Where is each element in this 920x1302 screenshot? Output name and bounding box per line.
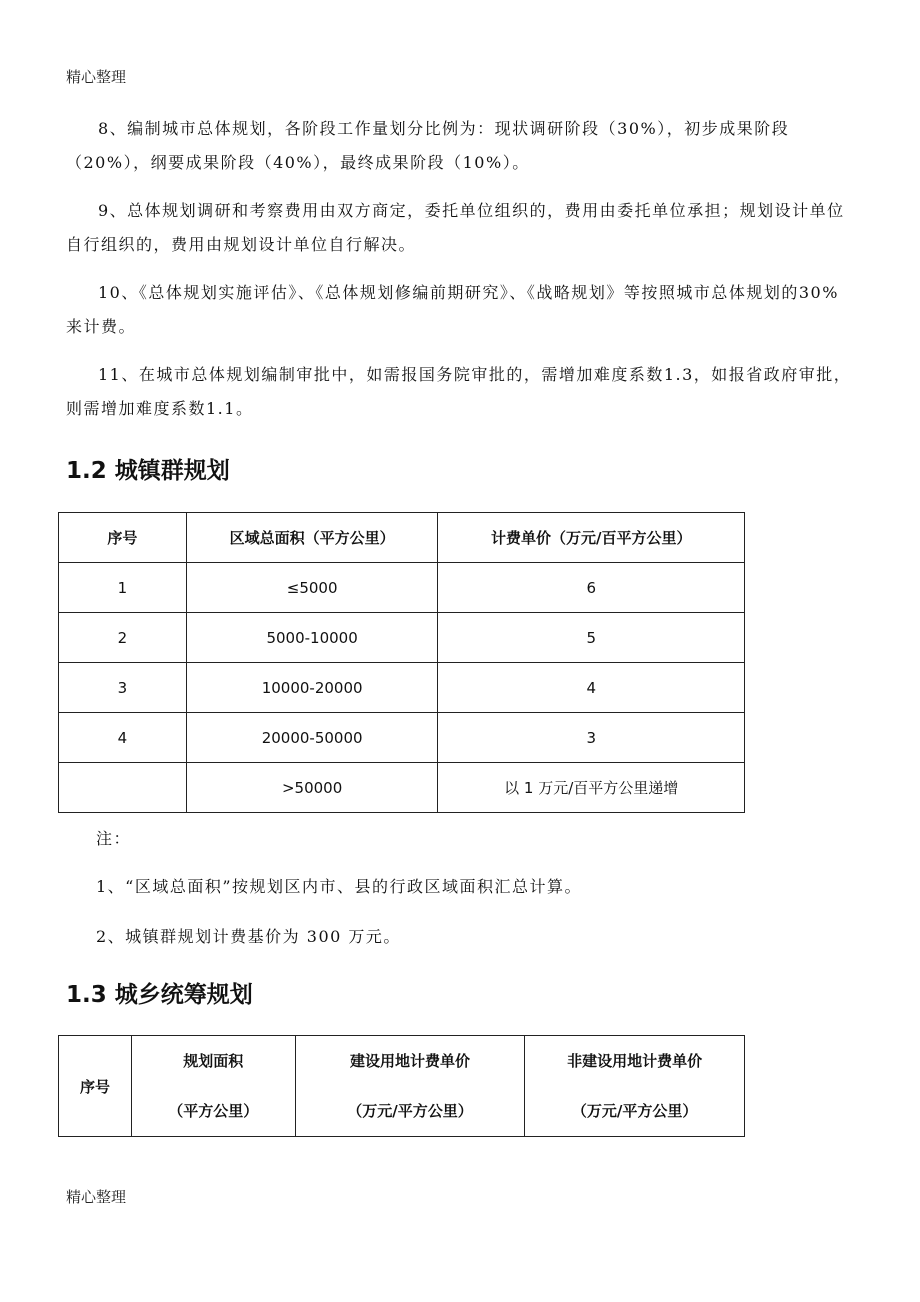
note-label: 注： (96, 829, 132, 848)
table-cell: 20000-50000 (186, 713, 438, 763)
page-header: 精心整理 (66, 68, 127, 86)
table-cell: 2 (59, 613, 187, 663)
header-cell: 序号 (59, 1036, 132, 1137)
paragraph-8: 8、编制城市总体规划，各阶段工作量划分比例为：现状调研阶段（30%），初步成果阶段（20%），纲要成果阶段（40%），最终成果阶段（10%）。 (66, 119, 790, 172)
header-line: （平方公里） (168, 1102, 259, 1120)
table-row (59, 763, 745, 813)
table-cell: ≤5000 (186, 563, 438, 613)
table-row (59, 663, 745, 713)
header-cell (131, 1036, 295, 1137)
header-line: 非建设用地计费单价 (567, 1052, 703, 1070)
header-line: 规划面积 (183, 1052, 244, 1070)
header-line: （万元/平方公里） (347, 1102, 473, 1120)
header-cell: 区域总面积（平方公里） (186, 513, 438, 563)
header-cell (295, 1036, 525, 1137)
table-cell: 以 1 万元/百平方公里递增 (438, 763, 745, 813)
table-cell: 4 (438, 663, 745, 713)
table-row (59, 713, 745, 763)
header-line: 建设用地计费单价 (349, 1052, 470, 1070)
note-2: 2、城镇群规划计费基价为 300 万元。 (96, 927, 401, 946)
header-cell (525, 1036, 745, 1137)
table-cell: 4 (59, 713, 187, 763)
page-footer: 精心整理 (66, 1188, 127, 1206)
table-cell: 1 (59, 563, 187, 613)
table-row (59, 613, 745, 663)
paragraph-10: 10、《总体规划实施评估》、《总体规划修编前期研究》、《战略规划》等按照城市总体规划的30%来计费。 (66, 283, 839, 336)
section-heading-1-2: 1.2 城镇群规划 (66, 458, 230, 484)
table-cell (59, 763, 187, 813)
header-cell: 序号 (59, 513, 187, 563)
table-cell: 5 (438, 613, 745, 663)
paragraph-9: 9、总体规划调研和考察费用由双方商定，委托单位组织的，费用由委托单位承担；规划设计单位自行组织的，费用由规划设计单位自行解决。 (66, 201, 845, 254)
note-1: 1、“区域总面积”按规划区内市、县的行政区域面积汇总计算。 (96, 877, 583, 896)
urban-cluster-fee-table (58, 512, 745, 813)
header-cell: 计费单价（万元/百平方公里） (438, 513, 745, 563)
table-header-row (59, 1036, 745, 1137)
table-cell: 3 (438, 713, 745, 763)
table-row (59, 563, 745, 613)
table-cell: >50000 (186, 763, 438, 813)
section-heading-1-3: 1.3 城乡统筹规划 (66, 982, 253, 1008)
header-line: （万元/平方公里） (571, 1102, 698, 1120)
table-header-row (59, 513, 745, 563)
paragraph-11: 11、在城市总体规划编制审批中，如需报国务院审批的，需增加难度系数1.3，如报省政府审批，则需增加难度系数1.1。 (66, 365, 852, 418)
table-cell: 10000-20000 (186, 663, 438, 713)
table-cell: 3 (59, 663, 187, 713)
table-cell: 5000-10000 (186, 613, 438, 663)
urban-rural-fee-table (58, 1035, 745, 1137)
table-cell: 6 (438, 563, 745, 613)
